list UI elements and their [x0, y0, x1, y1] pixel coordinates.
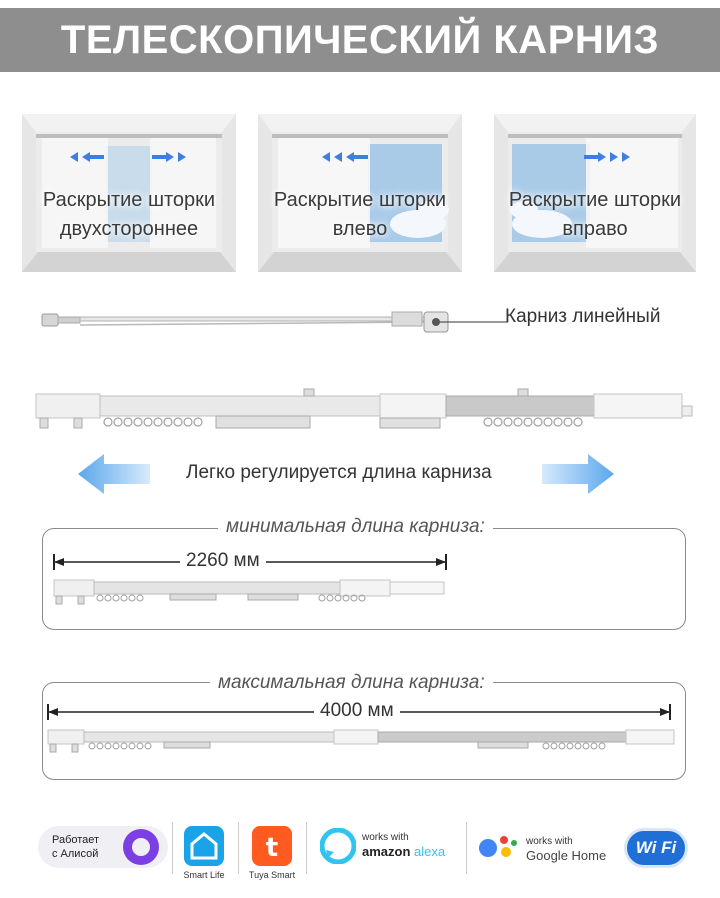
adjust-label: Легко регулируется длина карниза	[186, 462, 492, 483]
panel-left	[258, 114, 462, 272]
telescopic-rod-illustration	[34, 384, 696, 444]
logo-divider	[306, 822, 307, 874]
panel-caption-line1: Раскрытие шторки	[42, 189, 216, 211]
alexa-amazon: amazon	[362, 844, 411, 859]
panel-caption-line1: Раскрытие шторки	[508, 189, 682, 211]
alexa-name: alexa	[414, 844, 446, 859]
max-rod-illustration	[46, 726, 678, 756]
panel-two-way	[22, 114, 236, 272]
linear-rod-illustration	[40, 304, 510, 340]
alexa-icon	[320, 828, 356, 864]
logo-divider	[238, 822, 239, 874]
min-length-label: минимальная длина карниза:	[218, 516, 493, 538]
alice-line1: Работает	[52, 834, 100, 846]
tuya-label: Tuya Smart	[248, 870, 296, 880]
logo-divider	[172, 822, 173, 874]
smartlife-label: Smart Life	[183, 870, 225, 880]
logo-divider	[466, 822, 467, 874]
google-home-name: Google Home	[526, 848, 607, 863]
panel-caption-line2: двухстороннее	[59, 218, 199, 240]
svg-text:t: t	[265, 833, 279, 863]
wifi-label: Wi Fi	[635, 838, 677, 857]
alexa-works-with: works with	[362, 832, 409, 843]
tuya-icon	[252, 826, 292, 866]
panel-caption-line1: Раскрытие шторки	[273, 189, 447, 211]
google-works-with: works with	[526, 836, 573, 847]
google-assistant-icon	[476, 832, 522, 862]
min-rod-illustration	[52, 576, 448, 610]
panel-right	[494, 114, 696, 272]
smartlife-icon	[184, 826, 224, 866]
wifi-badge	[624, 828, 688, 868]
linear-rod-label: Карниз линейный	[505, 306, 661, 327]
max-length-value: 4000 мм	[314, 700, 400, 722]
panel-caption-line2: влево	[332, 218, 388, 240]
alice-icon	[122, 828, 160, 866]
arrow-left-icon	[78, 454, 150, 494]
alice-line2: с Алисой	[52, 848, 99, 860]
max-length-label: максимальная длина карниза:	[210, 672, 493, 694]
alice-badge	[38, 826, 168, 868]
min-length-value: 2260 мм	[180, 550, 266, 572]
panel-caption-line2: вправо	[562, 218, 628, 240]
arrow-right-icon	[542, 454, 614, 494]
page-title: ТЕЛЕСКОПИЧЕСКИЙ КАРНИЗ	[0, 8, 720, 72]
